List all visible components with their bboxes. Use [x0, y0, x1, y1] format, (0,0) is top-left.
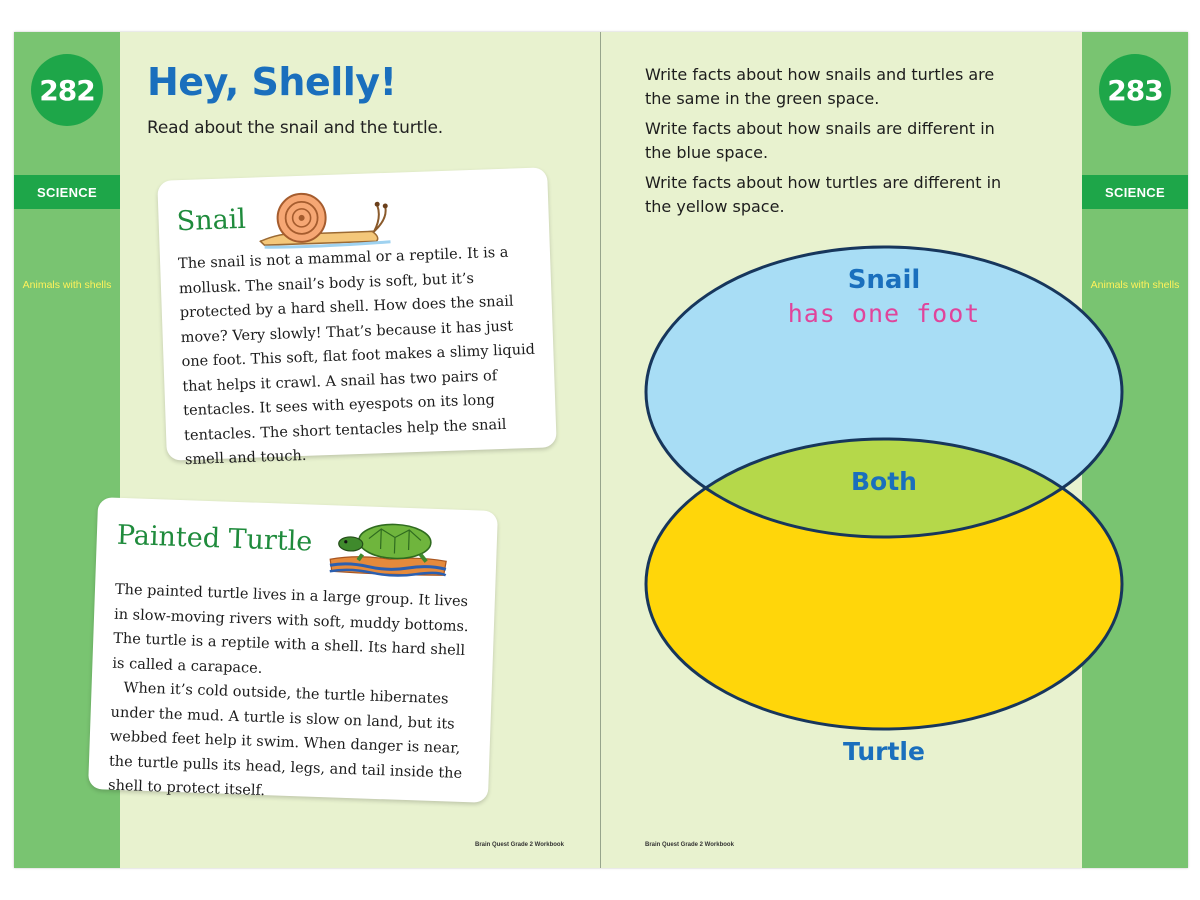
snail-card [157, 167, 557, 469]
venn-snail-label: Snail [847, 265, 921, 295]
snail-illustration [253, 187, 395, 252]
turtle-passage [108, 578, 477, 811]
turtle-paragraph-1: The painted turtle lives in a large group. It lives in slow-moving rivers with soft, muddy bottoms. The turtle is a reptile with a shell. Its hard shell is called a carapace. [112, 581, 469, 677]
page-number-left: 282 [31, 54, 103, 126]
subject-tab-left: SCIENCE [14, 175, 120, 209]
intro-text: Read about the snail and the turtle. [147, 118, 443, 138]
topic-label-right: Animals with shells [1090, 279, 1180, 291]
turtle-paragraph-2: When it’s cold outside, the turtle hibernates under the mud. A turtle is slow on land, but its webbed feet help it swim. When danger is near, the turtle pulls its head, legs, and tail inside the shell to protect itself. [107, 680, 463, 800]
venn-diagram [634, 242, 1134, 842]
instruction-snail: Write facts about how snails are different in the blue space. [645, 119, 995, 162]
snail-passage: The snail is not a mammal or a reptile. It is a mollusk. The snail’s body is soft, but it’s protected by a hard shell. How does the snail move? Very slowly! That’s because it has just one foot. This soft, flat foot makes a slimy liquid that helps it crawl. A snail has two pairs of tentacles. It sees with eyespots on its long tentacles. The short tentacles help the snail smell and touch. [177, 244, 536, 469]
turtle-heading: Painted Turtle [116, 519, 313, 558]
instruction-same: Write facts about how snails and turtles are the same in the green space. [645, 65, 995, 108]
page-number-right: 283 [1099, 54, 1171, 126]
topic-label-left: Animals with shells [22, 279, 112, 291]
venn-both-label: Both [851, 467, 917, 496]
venn-handwritten-answer: has one foot [787, 299, 981, 328]
venn-turtle-label: Turtle [843, 737, 925, 766]
workbook-spread [14, 32, 1188, 868]
footer-right: Brain Quest Grade 2 Workbook [645, 842, 734, 848]
snail-heading: Snail [176, 203, 247, 238]
footer-left: Brain Quest Grade 2 Workbook [475, 842, 564, 848]
instruction-turtle: Write facts about how turtles are different in the yellow space. [645, 173, 1002, 216]
subject-tab-right: SCIENCE [1082, 175, 1188, 209]
turtle-illustration [328, 513, 450, 579]
page-gutter [600, 32, 601, 868]
page-title: Hey, Shelly! [147, 60, 397, 104]
turtle-card [88, 497, 498, 803]
